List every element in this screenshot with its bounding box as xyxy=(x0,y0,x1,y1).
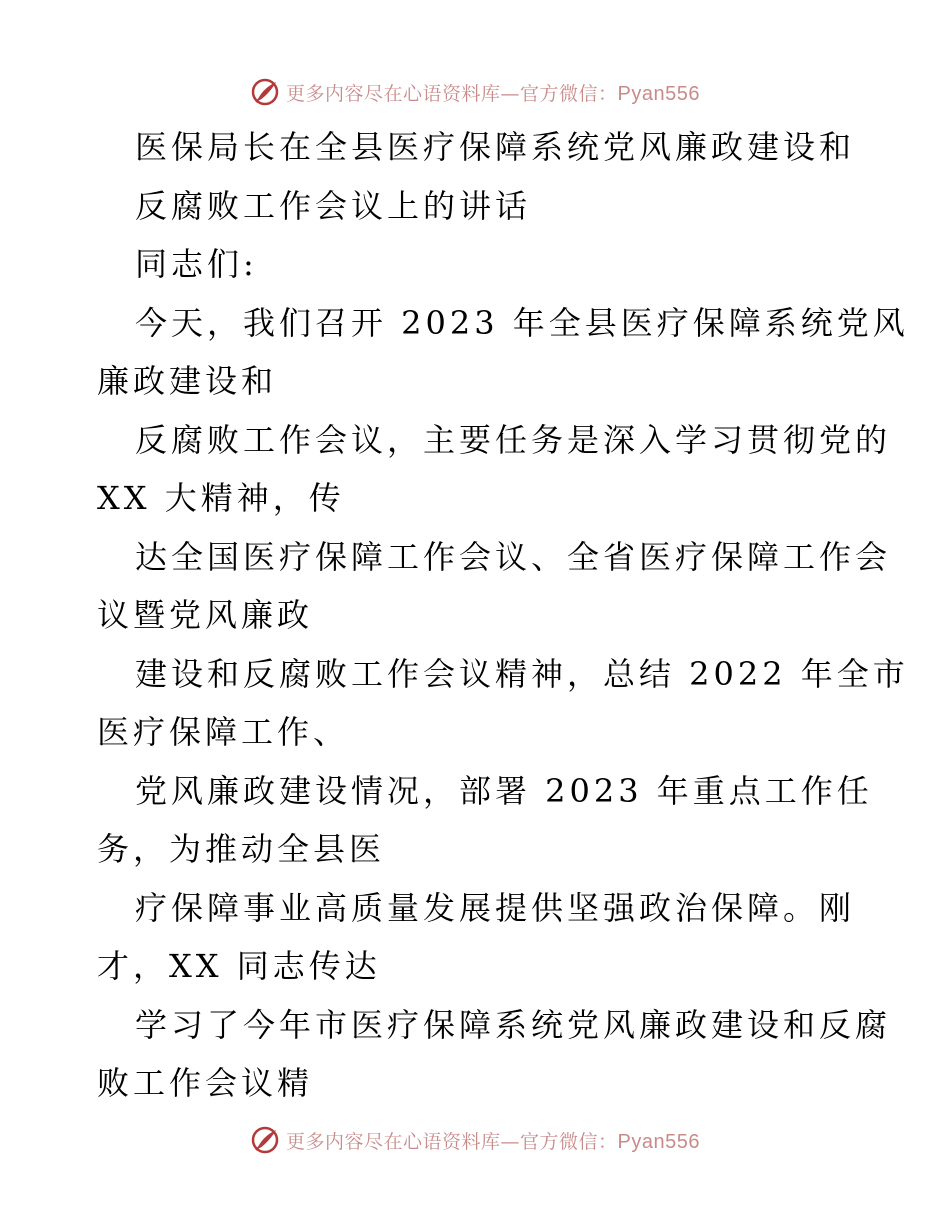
wechat-id: Pyan556 xyxy=(617,82,700,105)
text-line: 疗保障事业高质量发展提供坚强政治保障。刚 xyxy=(135,888,856,927)
text-line: 党风廉政建设情况，部署 2023 年重点工作任 xyxy=(135,771,873,810)
text-line: 建设和反腐败工作会议精神，总结 2022 年全市 xyxy=(135,654,909,693)
text-line: 廉政建设和 xyxy=(97,362,278,400)
document-body xyxy=(97,118,909,1113)
banner-text: 更多内容尽在心语资料库—官方微信：Pyan556 xyxy=(286,1130,700,1153)
footer-banner xyxy=(0,1120,950,1160)
text-line: 反腐败工作会议，主要任务是深入学习贯彻党的 xyxy=(135,420,892,459)
text-line: 务，为推动全县医 xyxy=(97,830,386,868)
text-line: 学习了今年市医疗保障系统党风廉政建设和反腐 xyxy=(135,1005,892,1044)
feather-pen-logo-icon xyxy=(250,77,280,107)
text-line: 医保局长在全县医疗保障系统党风廉政建设和 xyxy=(135,128,856,166)
text-line: 今天，我们召开 2023 年全县医疗保障系统党风 xyxy=(135,303,909,342)
text-line: XX 大精神，传 xyxy=(97,479,345,517)
banner-text: 更多内容尽在心语资料库—官方微信：Pyan556 xyxy=(286,82,700,105)
text-line: 才，XX 同志传达 xyxy=(97,947,381,985)
text-line: 议暨党风廉政 xyxy=(97,596,314,634)
text-line: 达全国医疗保障工作会议、全省医疗保障工作会 xyxy=(135,537,892,576)
text-line: 败工作会议精 xyxy=(97,1064,314,1102)
text-line: 反腐败工作会议上的讲话 xyxy=(135,186,532,225)
wechat-id: Pyan556 xyxy=(617,1130,700,1153)
text-line: 同志们: xyxy=(135,245,258,283)
feather-pen-logo-icon xyxy=(250,1125,280,1155)
text-line: 医疗保障工作、 xyxy=(97,713,350,751)
header-banner xyxy=(0,72,950,112)
